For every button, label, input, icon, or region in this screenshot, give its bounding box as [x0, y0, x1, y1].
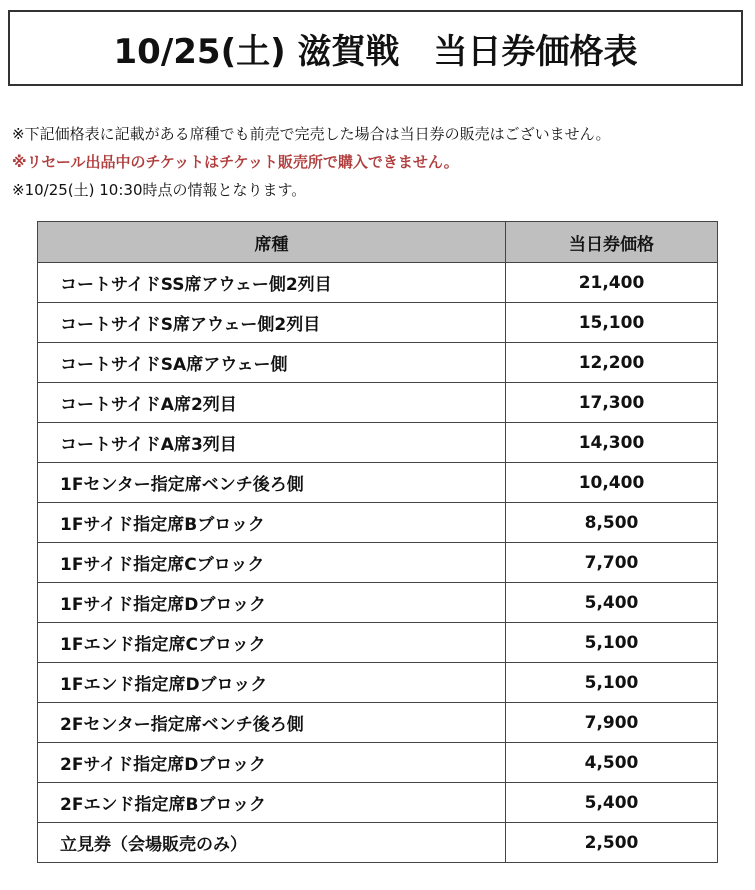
table-row	[38, 703, 718, 743]
table-row	[38, 743, 718, 783]
seat-type-cell: 2Fエンド指定席Bブロック	[38, 783, 506, 823]
page-title: 10/25(土) 滋賀戦 当日券価格表	[113, 31, 638, 72]
price-cell: 4,500	[506, 743, 718, 783]
table-row	[38, 263, 718, 303]
seat-type-cell: 1Fエンド指定席Dブロック	[38, 663, 506, 703]
table-row	[38, 463, 718, 503]
price-cell: 15,100	[506, 303, 718, 343]
note-sold-out: ※下記価格表に記載がある席種でも前売で完売した場合は当日券の販売はございません。	[12, 125, 611, 143]
seat-type-cell: コートサイドA席3列目	[38, 423, 506, 463]
table-row	[38, 663, 718, 703]
table-row	[38, 823, 718, 863]
price-cell: 5,100	[506, 663, 718, 703]
seat-type-cell: コートサイドSA席アウェー側	[38, 343, 506, 383]
price-table	[37, 221, 718, 863]
table-row	[38, 543, 718, 583]
price-cell: 7,900	[506, 703, 718, 743]
column-header-price: 当日券価格	[506, 222, 718, 263]
seat-type-cell: 1Fセンター指定席ベンチ後ろ側	[38, 463, 506, 503]
seat-type-cell: コートサイドSS席アウェー側2列目	[38, 263, 506, 303]
table-row	[38, 783, 718, 823]
seat-type-cell: 立見券（会場販売のみ）	[38, 823, 506, 863]
title-box	[8, 10, 743, 86]
notes-section	[12, 120, 747, 204]
price-cell: 14,300	[506, 423, 718, 463]
price-cell: 5,400	[506, 583, 718, 623]
seat-type-cell: コートサイドS席アウェー側2列目	[38, 303, 506, 343]
table-row	[38, 343, 718, 383]
price-cell: 7,700	[506, 543, 718, 583]
seat-type-cell: 2Fサイド指定席Dブロック	[38, 743, 506, 783]
price-cell: 2,500	[506, 823, 718, 863]
price-cell: 8,500	[506, 503, 718, 543]
table-row	[38, 583, 718, 623]
table-row	[38, 423, 718, 463]
table-row	[38, 383, 718, 423]
table-row	[38, 503, 718, 543]
price-cell: 17,300	[506, 383, 718, 423]
seat-type-cell: コートサイドA席2列目	[38, 383, 506, 423]
price-cell: 12,200	[506, 343, 718, 383]
table-header-row	[38, 222, 718, 263]
price-cell: 21,400	[506, 263, 718, 303]
table-row	[38, 623, 718, 663]
column-header-seat-type: 席種	[38, 222, 506, 263]
table-row	[38, 303, 718, 343]
note-info-time: ※10/25(土) 10:30時点の情報となります。	[12, 181, 307, 199]
note-resale-warning: ※リセール出品中のチケットはチケット販売所で購入できません。	[12, 153, 459, 171]
price-cell: 5,100	[506, 623, 718, 663]
seat-type-cell: 1Fサイド指定席Dブロック	[38, 583, 506, 623]
seat-type-cell: 1Fサイド指定席Bブロック	[38, 503, 506, 543]
seat-type-cell: 2Fセンター指定席ベンチ後ろ側	[38, 703, 506, 743]
seat-type-cell: 1Fエンド指定席Cブロック	[38, 623, 506, 663]
price-cell: 10,400	[506, 463, 718, 503]
seat-type-cell: 1Fサイド指定席Cブロック	[38, 543, 506, 583]
price-cell: 5,400	[506, 783, 718, 823]
